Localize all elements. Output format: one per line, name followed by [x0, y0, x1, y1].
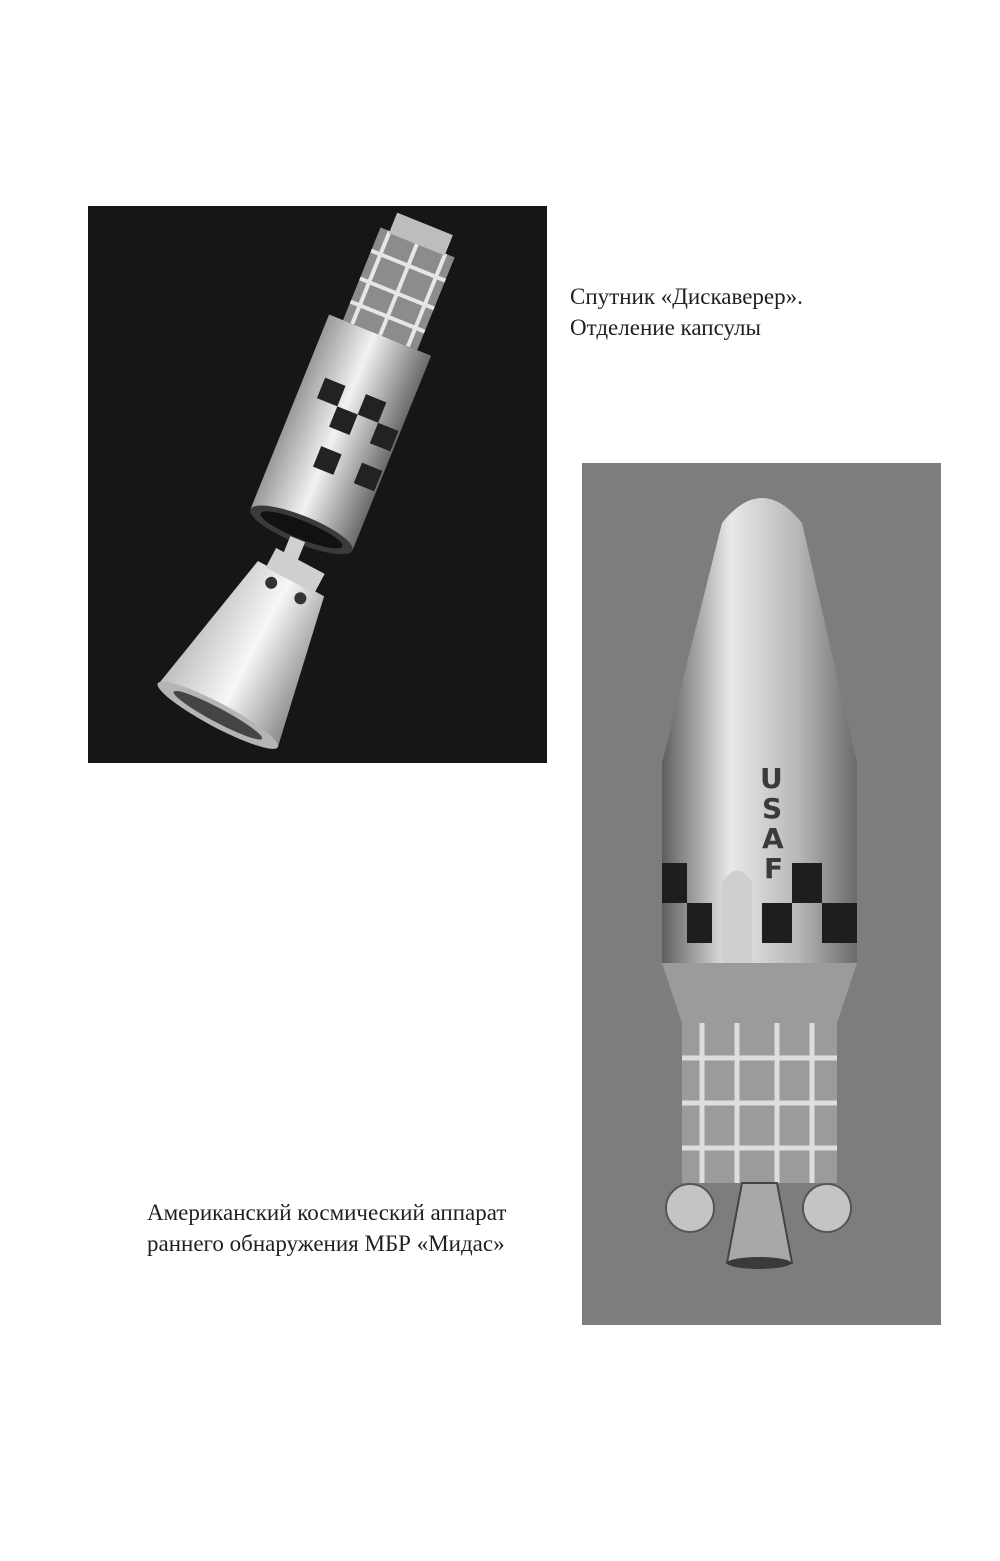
midas-illustration: [582, 463, 941, 1325]
marking-letter: A: [762, 822, 784, 855]
marking-letter: S: [762, 792, 783, 825]
marking-letter: F: [764, 852, 784, 885]
caption-line: Спутник «Дискаверер».: [570, 284, 803, 309]
discoverer-photo: [88, 206, 547, 763]
caption-line: Американский космический аппарат: [147, 1200, 507, 1225]
midas-caption: [147, 1197, 567, 1259]
caption-line: Отделение капсулы: [570, 315, 761, 340]
midas-photo: [582, 463, 941, 1325]
discoverer-illustration: [88, 206, 547, 763]
caption-line: раннего обнаружения МБР «Мидас»: [147, 1231, 505, 1256]
discoverer-caption: [570, 281, 970, 343]
marking-letter: U: [760, 762, 783, 795]
